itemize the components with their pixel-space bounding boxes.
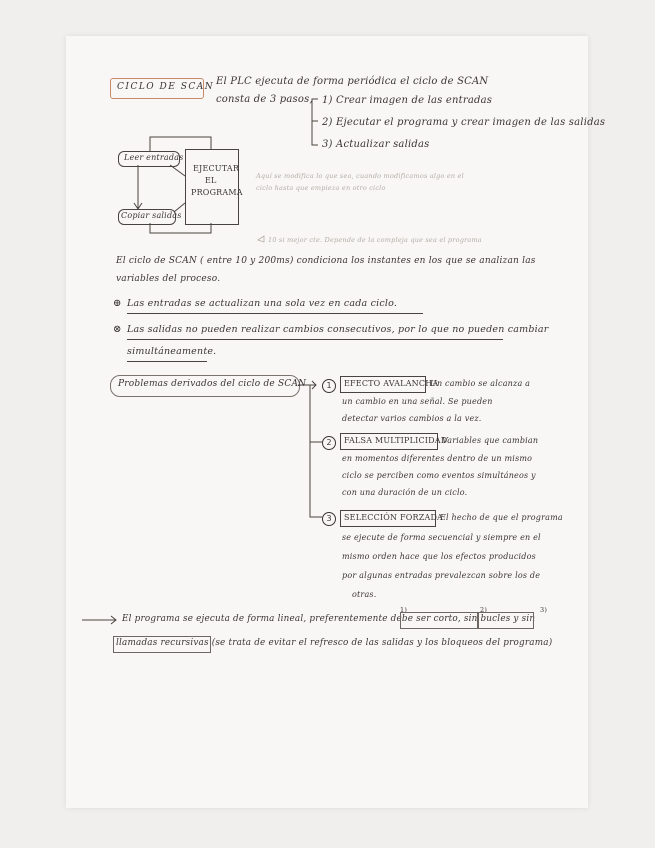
problem-3-line-4: por algunas entradas prevalezcan sobre los de xyxy=(342,571,541,580)
output-label: Copiar salidas xyxy=(121,211,182,220)
final-box-loops xyxy=(478,612,534,629)
problem-3-line-5: otras. xyxy=(352,590,377,599)
problem-2-line-4: con una duración de un ciclo. xyxy=(342,488,468,497)
problem-1-title: EFECTO AVALANCHA xyxy=(344,379,439,388)
bullet-2-underline-2 xyxy=(127,361,207,362)
bullet-1-underline xyxy=(127,313,423,314)
problem-1-line-3: detectar varios cambios a la vez. xyxy=(342,414,482,423)
problem-3-line-3: mismo orden hace que los efectos producidos xyxy=(342,552,536,561)
step-3: 3) Actualizar salidas xyxy=(322,139,430,150)
bullet-2-text-1: Las salidas no pueden realizar cambios consecutivos, por lo que no pueden cambiar xyxy=(127,324,549,335)
problem-3-number: 3 xyxy=(322,512,336,526)
scan-description-1: El ciclo de SCAN ( entre 10 y 200ms) condiciona los instantes en los que se analizan las xyxy=(116,256,536,266)
problem-3-line-2: se ejecute de forma secuencial y siempre en el xyxy=(342,533,541,542)
problem-1-number: 1 xyxy=(322,379,336,393)
bullet-2-marker: ⊗ xyxy=(113,324,122,335)
problem-2-number: 2 xyxy=(322,436,336,450)
step-2: 2) Ejecutar el programa y crear imagen de las salidas xyxy=(322,117,606,128)
bullet-1-marker: ⊕ xyxy=(113,298,122,309)
final-line-2: llamadas recursivas (se trata de evitar el refresco de las salidas y los bloqueos del programa) xyxy=(116,638,553,648)
bullet-1-text: Las entradas se actualizan una sola vez en cada ciclo. xyxy=(127,298,398,309)
final-box-recursive xyxy=(113,636,211,653)
problem-3-title: SELECCIÓN FORZADA xyxy=(344,513,444,522)
problem-1-line-1: Un cambio se alcanza a xyxy=(430,379,531,388)
bullet-2-text-2: simultáneamente. xyxy=(127,346,217,357)
final-line-1: El programa se ejecuta de forma lineal, preferentemente debe ser corto, sin bucles y sin xyxy=(122,614,536,624)
problem-1-line-2: un cambio en una señal. Se pueden xyxy=(342,397,493,406)
program-label-2: EL xyxy=(205,176,217,185)
time-note: 10 si mejor cte. Depende de la compleja que sea el programa xyxy=(268,236,482,244)
scan-description-2: variables del proceso. xyxy=(116,274,221,284)
program-label-1: EJECUTAR xyxy=(193,164,240,173)
faint-note-2: ciclo hasta que empieza en otro ciclo xyxy=(256,184,386,192)
problem-2-line-2: en momentos diferentes dentro de un mismo xyxy=(342,454,533,463)
final-mark-1: 1) xyxy=(400,606,408,614)
problem-2-line-3: ciclo se perciben como eventos simultáneos y xyxy=(342,471,536,480)
program-label-3: PROGRAMA xyxy=(191,188,243,197)
problems-heading: Problemas derivados del ciclo de SCAN xyxy=(118,379,307,389)
bullet-2-underline-1 xyxy=(127,339,503,340)
final-mark-3: 3) xyxy=(540,606,548,614)
final-box-short xyxy=(400,612,478,629)
final-mark-2: 2) xyxy=(480,606,488,614)
step-1: 1) Crear imagen de las entradas xyxy=(322,95,493,106)
problem-3-line-1: El hecho de que el programa xyxy=(440,513,563,522)
page-title: CICLO DE SCAN xyxy=(117,82,215,92)
problem-2-line-1: Variables que cambian xyxy=(442,436,539,445)
intro-line-2: consta de 3 pasos, xyxy=(216,94,313,105)
problem-2-title: FALSA MULTIPLICIDAD xyxy=(344,436,448,445)
input-label: Leer entradas xyxy=(124,153,184,162)
intro-line-1: El PLC ejecuta de forma periódica el ciclo de SCAN xyxy=(216,76,489,87)
faint-note-1: Aquí se modifica lo que sea, cuando modificamos algo en el xyxy=(256,172,464,180)
